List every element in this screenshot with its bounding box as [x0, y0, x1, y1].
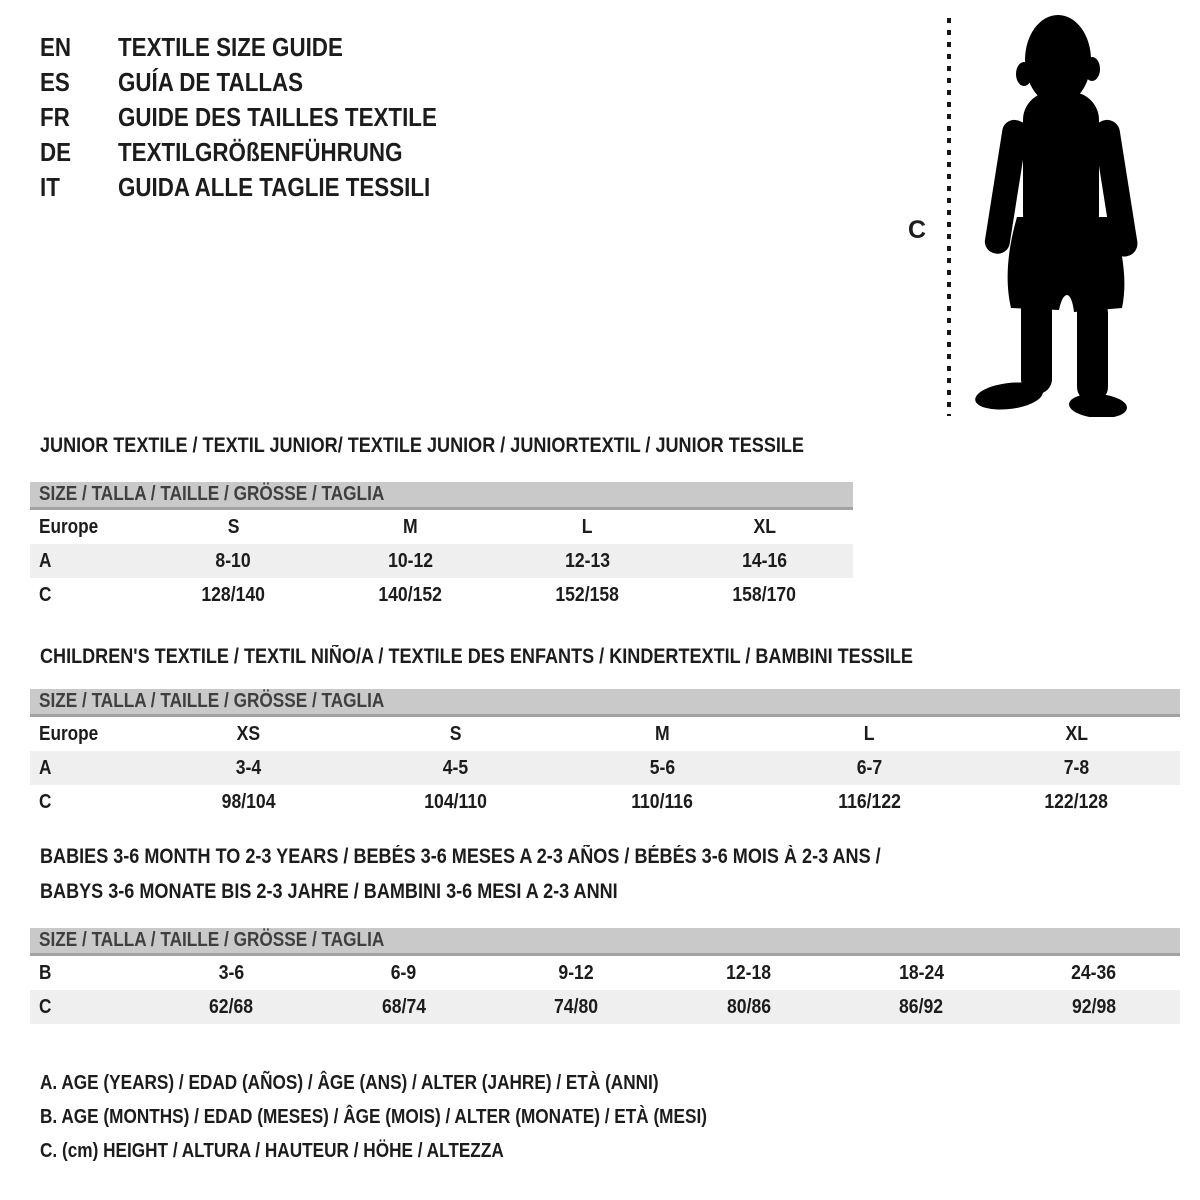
size-header-text: SIZE / TALLA / TAILLE / GRÖSSE / TAGLIA — [39, 483, 385, 505]
legend-text: A. AGE (YEARS) / EDAD (AÑOS) / ÂGE (ANS) / ALTER (JAHRE) / ETÀ (ANNI) — [40, 1071, 659, 1094]
language-label: GUIDA ALLE TAGLIE TESSILI — [118, 172, 431, 202]
size-header-bar — [30, 689, 1180, 717]
row-label: Europe — [39, 722, 99, 745]
language-row-en — [40, 30, 489, 65]
table-row-europe — [30, 717, 1180, 751]
table-cell: 3-6 — [218, 961, 244, 984]
table-cell: XL — [753, 515, 776, 538]
size-header-text: SIZE / TALLA / TAILLE / GRÖSSE / TAGLIA — [39, 929, 385, 951]
legend — [40, 1066, 816, 1168]
row-label: A — [39, 549, 52, 572]
table-row-height-cm — [30, 990, 1180, 1024]
table-cell: 68/74 — [381, 995, 426, 1018]
section-title-babies-line2 — [40, 880, 712, 904]
legend-text: C. (cm) HEIGHT / ALTURA / HAUTEUR / HÖHE / ALTEZZA — [40, 1139, 504, 1162]
section-title-text: BABIES 3-6 MONTH TO 2-3 YEARS / BEBÉS 3-6 MESES A 2-3 AÑOS / BÉBÉS 3-6 MOIS À 2-3 ANS / — [40, 845, 881, 868]
table-cell: XS — [236, 722, 261, 745]
table-cell: 10-12 — [387, 549, 434, 572]
table-cell: 6-7 — [856, 756, 883, 779]
row-label: C — [39, 995, 52, 1018]
table-cell: 12-18 — [726, 961, 772, 984]
table-cell: 140/152 — [378, 583, 443, 606]
language-label: GUIDE DES TAILLES TEXTILE — [118, 102, 437, 132]
language-code-text: FR — [40, 102, 70, 132]
table-cell: 18-24 — [898, 961, 944, 984]
language-label: TEXTILGRÖßENFÜHRUNG — [118, 137, 403, 167]
table-cell: 14-16 — [741, 549, 788, 572]
table-cell: 9-12 — [558, 961, 594, 984]
size-header-bar — [30, 928, 1180, 956]
table-cell: 24-36 — [1071, 961, 1117, 984]
table-cell: 104/110 — [424, 790, 487, 813]
section-title-text: JUNIOR TEXTILE / TEXTIL JUNIOR/ TEXTILE JUNIOR / JUNIORTEXTIL / JUNIOR TESSILE — [40, 434, 804, 457]
section-title-babies-line1 — [40, 845, 1018, 869]
language-code-text: DE — [40, 137, 72, 167]
legend-line-a — [40, 1066, 816, 1100]
table-cell: 128/140 — [201, 583, 266, 606]
table-cell: M — [403, 515, 418, 538]
table-cell: 110/116 — [631, 790, 694, 813]
legend-text: B. AGE (MONTHS) / EDAD (MESES) / ÂGE (MOIS) / ALTER (MONATE) / ETÀ (MESI) — [40, 1105, 707, 1128]
table-cell: L — [582, 515, 593, 538]
row-label: B — [39, 961, 52, 984]
table-row-age-years — [30, 544, 853, 578]
language-row-de — [40, 135, 489, 170]
table-row-age-years — [30, 751, 1180, 785]
table-cell: 122/128 — [1044, 790, 1109, 813]
row-label: A — [39, 756, 52, 779]
language-row-fr — [40, 100, 489, 135]
table-cell: 3-4 — [235, 756, 262, 779]
table-cell: S — [449, 722, 462, 745]
language-row-es — [40, 65, 489, 100]
table-cell: 12-13 — [564, 549, 611, 572]
language-code — [40, 172, 118, 203]
section-title-text: BABYS 3-6 MONATE BIS 2-3 JAHRE / BAMBINI 3-6 MESI A 2-3 ANNI — [40, 880, 618, 903]
table-cell: 86/92 — [899, 995, 944, 1018]
table-cell: 8-10 — [215, 549, 252, 572]
height-measure-dashed-line — [947, 18, 951, 416]
table-cell: 116/122 — [838, 790, 901, 813]
toddler-silhouette-icon — [965, 12, 1140, 417]
table-cell: XL — [1065, 722, 1088, 745]
table-cell: 92/98 — [1071, 995, 1116, 1018]
language-code-text: ES — [40, 67, 70, 97]
language-label: TEXTILE SIZE GUIDE — [118, 32, 343, 62]
table-row-age-months — [30, 956, 1180, 990]
table-cell: 152/158 — [555, 583, 620, 606]
table-cell: 5-6 — [649, 756, 676, 779]
language-code — [40, 102, 118, 133]
table-cell: 158/170 — [732, 583, 797, 606]
language-code — [40, 32, 118, 63]
language-code-text: IT — [40, 172, 60, 202]
language-row-it — [40, 170, 489, 205]
size-header-bar — [30, 482, 853, 510]
table-cell: L — [864, 722, 875, 745]
table-cell: 62/68 — [209, 995, 254, 1018]
table-row-europe — [30, 510, 853, 544]
row-label: Europe — [39, 515, 99, 538]
section-title-text: CHILDREN'S TEXTILE / TEXTIL NIÑO/A / TEXTILE DES ENFANTS / KINDERTEXTIL / BAMBINI TESSILE — [40, 645, 913, 668]
table-cell: M — [655, 722, 670, 745]
height-measure-label: C — [908, 216, 927, 244]
table-row-height-cm — [30, 578, 853, 612]
junior-size-table — [30, 482, 853, 612]
language-label: GUÍA DE TALLAS — [118, 67, 304, 97]
table-cell: 74/80 — [554, 995, 599, 1018]
language-title-list — [40, 30, 489, 205]
language-code-text: EN — [40, 32, 72, 62]
row-label: C — [39, 583, 52, 606]
table-cell: S — [227, 515, 240, 538]
legend-line-b — [40, 1100, 816, 1134]
table-cell: 80/86 — [726, 995, 771, 1018]
table-cell: 7-8 — [1063, 756, 1090, 779]
language-code — [40, 137, 118, 168]
size-header-text: SIZE / TALLA / TAILLE / GRÖSSE / TAGLIA — [39, 690, 385, 712]
table-cell: 4-5 — [442, 756, 469, 779]
language-code — [40, 67, 118, 98]
babies-size-table — [30, 928, 1180, 1024]
legend-line-c — [40, 1134, 816, 1168]
table-cell: 6-9 — [391, 961, 417, 984]
section-title-children — [40, 645, 1055, 669]
row-label: C — [39, 790, 52, 813]
section-title-junior — [40, 434, 928, 458]
children-size-table — [30, 689, 1180, 819]
table-row-height-cm — [30, 785, 1180, 819]
table-cell: 98/104 — [221, 790, 276, 813]
